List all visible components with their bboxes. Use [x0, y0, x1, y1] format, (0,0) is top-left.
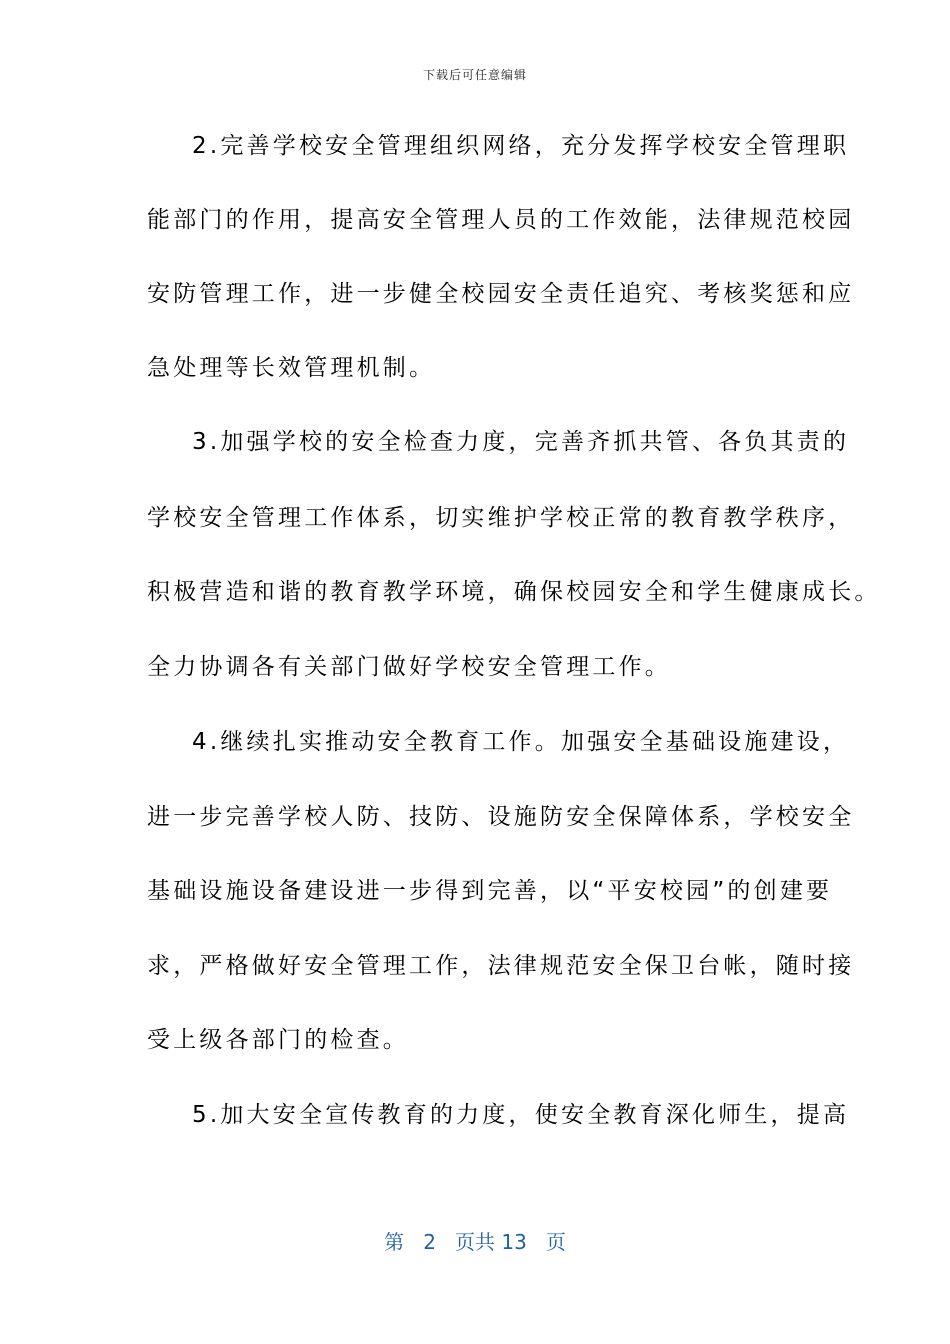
page-label-suffix: 页 [545, 1230, 566, 1254]
paragraph-5-line-1: 5.加大安全宣传教育的力度，使安全教育深化师生，提高 [192, 1102, 850, 1128]
paragraph-4-line-5: 受上级各部门的检查。 [147, 1027, 409, 1053]
paragraph-3-line-3: 积极营造和谐的教育教学环境，确保校园安全和学生健康成长。 [147, 579, 881, 605]
paragraph-3-line-4: 全力协调各有关部门做好学校安全管理工作。 [147, 654, 671, 680]
paragraph-2-line-1: 2.完善学校安全管理组织网络，充分发挥学校安全管理职 [192, 133, 850, 159]
page-label-middle: 页共 [455, 1230, 495, 1254]
page-header-note: 下载后可任意编辑 [422, 68, 527, 82]
paragraph-4-line-1: 4.继续扎实推动安全教育工作。加强安全基础设施建设， [192, 729, 850, 755]
current-page-number: 2 [423, 1230, 436, 1254]
paragraph-4-line-3: 基础设施设备建设进一步得到完善，以“平安校园”的创建要 [147, 878, 833, 904]
paragraph-4-line-4: 求，严格做好安全管理工作，法律规范安全保卫台帐，随时接 [147, 953, 855, 979]
paragraph-3-line-2: 学校安全管理工作体系，切实维护学校正常的教育教学秩序， [147, 505, 855, 531]
paragraph-2-line-4: 急处理等长效管理机制。 [147, 355, 436, 381]
page-number-footer [0, 1226, 950, 1255]
paragraph-4-line-2: 进一步完善学校人防、技防、设施防安全保障体系，学校安全 [147, 804, 855, 830]
total-pages-number: 13 [501, 1230, 527, 1254]
paragraph-2-line-2: 能部门的作用，提高安全管理人员的工作效能，法律规范校园 [147, 207, 855, 233]
page-label-prefix: 第 [384, 1230, 405, 1254]
paragraph-2-line-3: 安防管理工作，进一步健全校园安全责任追究、考核奖惩和应 [147, 281, 855, 307]
paragraph-3-line-1: 3.加强学校的安全检查力度，完善齐抓共管、各负其责的 [192, 429, 850, 455]
